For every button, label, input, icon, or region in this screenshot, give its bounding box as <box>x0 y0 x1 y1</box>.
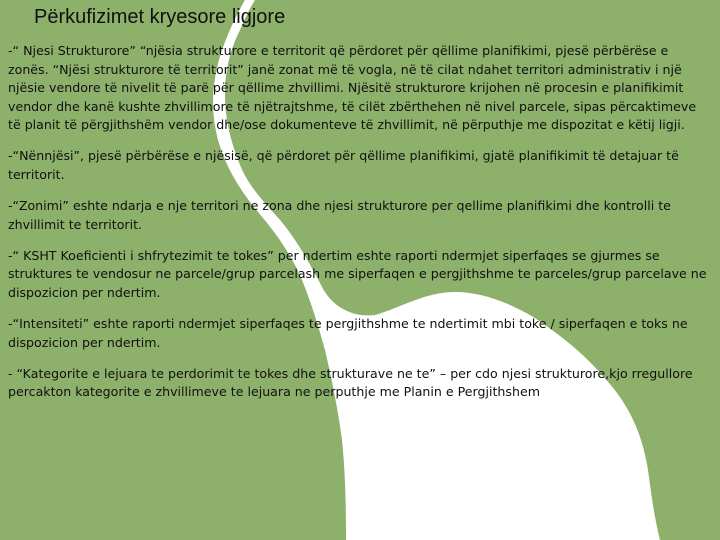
definitions-list <box>8 42 712 415</box>
definition-paragraph-land-use-categories: - “Kategorite e lejuara te perdorimit te tokes dhe strukturave ne te” – per cdo njesi strukturore,kjo rregullore percakton kategorite e zhvillimeve te lejuara ne perputhje me Planin e Pergjithshem <box>8 365 693 400</box>
definition-paragraph-zoning: -“Zonimi” eshte ndarja e nje territori ne zona dhe njesi strukturore per qellime planifikimi dhe kontrolli te zhvillimit te territorit. <box>8 198 671 232</box>
definition-paragraph-structural-unit: -“ Njesi Strukturore” “njësia strukturore e territorit që përdoret për qëllime planifikimi, pjesë përbërëse e zonës. “Njësi strukturore të territorit” janë zonat më të vogla, në të cilat ndahet territori administrativ i një njësie vendore të nivelit të parë për qëllime zhvillimi. Njësitë strukturore krijohen në procesin e planifikimit vendor dhe kanë kushte zhvillimore të njëtrajtshme, të cilët zbërthehen në nivel parcele, sipas përcaktimeve të planit të përgjithshëm vendor dhe/ose dokumenteve të zhvillimit, në përputhje me dispozitat e këtij ligji. <box>8 43 697 133</box>
definition-paragraph-intensity: -“Intensiteti” eshte raporti ndermjet siperfaqes te pergjithshme te ndertimit mbi toke / siperfaqen e toks ne dispozicion per ndertim. <box>8 316 688 350</box>
definition-paragraph-ksht: -“ KSHT Koeficienti i shfrytezimit te tokes” per ndertim eshte raporti ndermjet siperfaqes se gjurmes se struktures te vendosur ne parcele/grup parcelash me siperfaqen e pergjithshme te parceles/grup parcelave ne dispozicion per ndertim. <box>8 247 707 301</box>
slide-title: Përkufizimet kryesore ligjore <box>34 6 286 28</box>
definition-paragraph-subunit: -“Nënnjësi”, pjesë përbërëse e njësisë, që përdoret për qëllime planifikimi, gjatë planifikimit të detajuar të territorit. <box>8 148 679 183</box>
